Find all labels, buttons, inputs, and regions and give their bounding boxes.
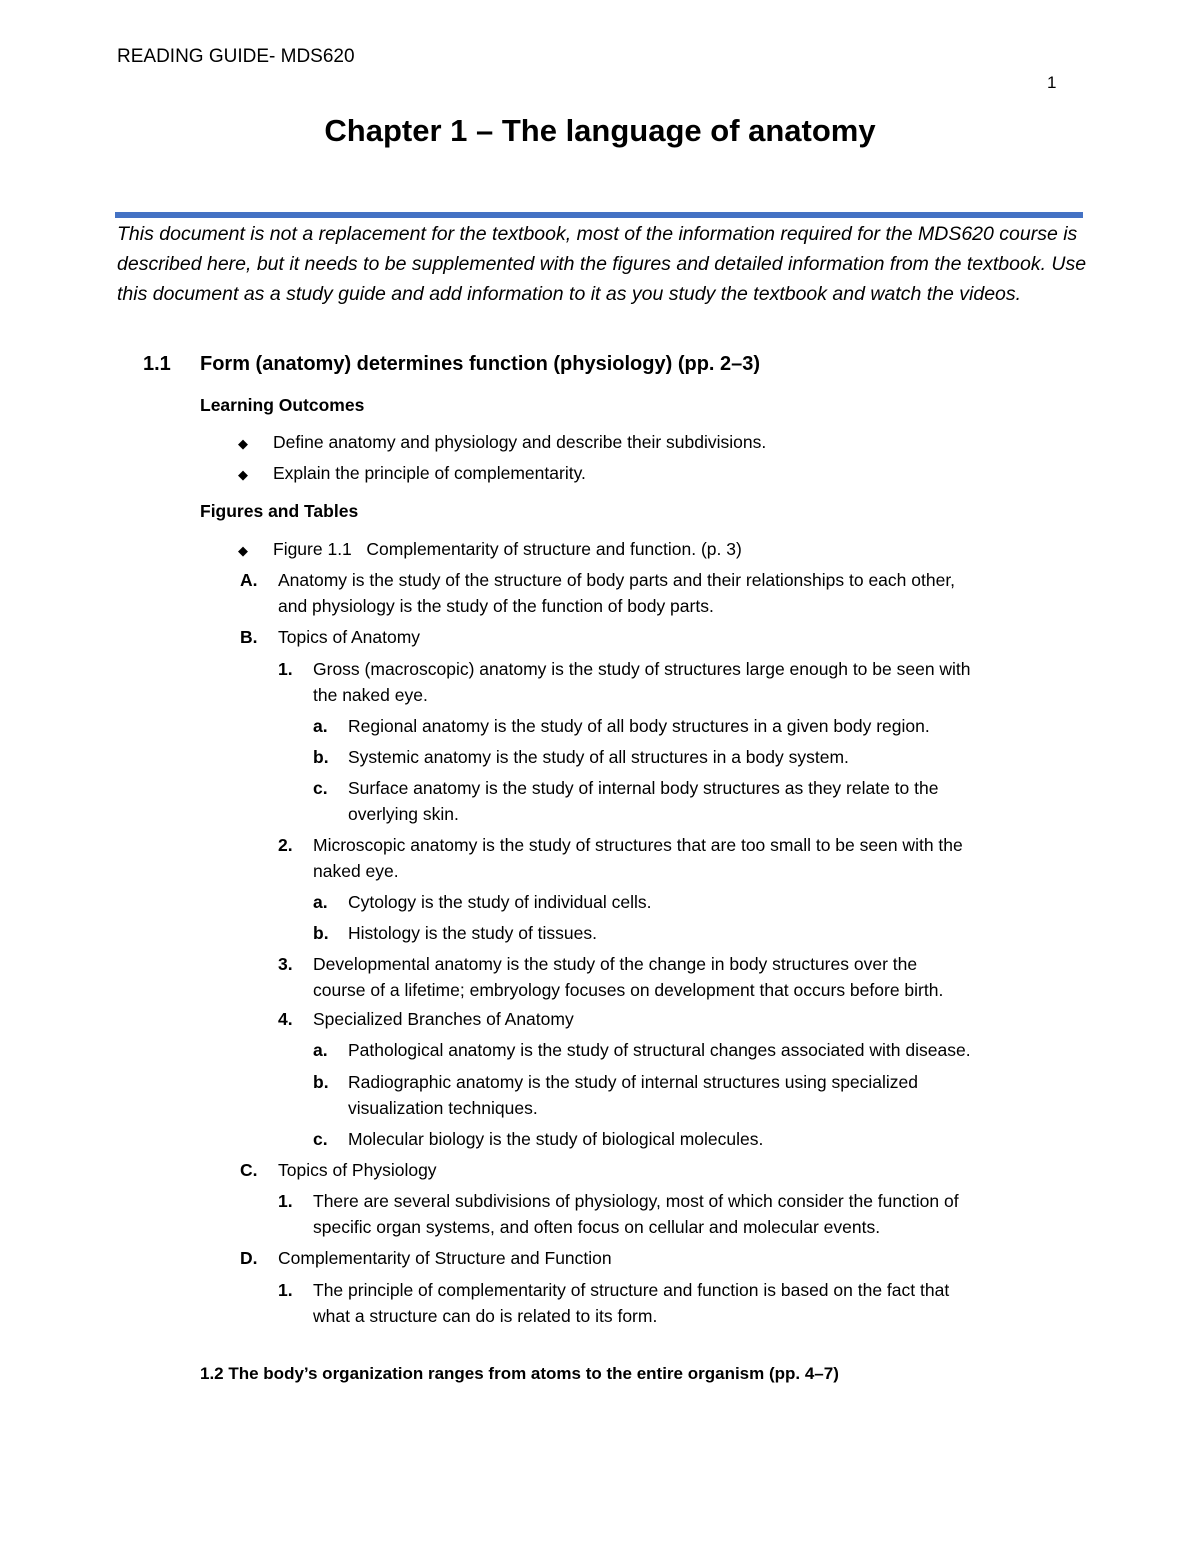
- outline-text: Topics of Anatomy: [278, 627, 421, 647]
- learning-outcome-text: Explain the principle of complementarity.: [273, 463, 586, 483]
- outline-text: Radiographic anatomy is the study of internal structures using specialized visualization techniques.: [348, 1072, 919, 1118]
- outline-text: There are several subdivisions of physiology, most of which consider the function of specific organ systems, and often focus on cellular and molecular events.: [313, 1191, 959, 1237]
- bullet-icon: ◆: [238, 436, 248, 451]
- outline-text: Anatomy is the study of the structure of body parts and their relationships to each other, and physiology is the study of the function of body parts.: [278, 570, 956, 616]
- outline-marker: a.: [313, 892, 328, 912]
- figure-reference: Figure 1.1 Complementarity of structure and function. (p. 3): [273, 539, 742, 559]
- outline-marker: b.: [313, 747, 329, 767]
- outline-marker: 4.: [278, 1009, 293, 1029]
- learning-outcome-text: Define anatomy and physiology and describe their subdivisions.: [273, 432, 767, 452]
- section-title: Form (anatomy) determines function (physiology) (pp. 2–3): [200, 353, 761, 375]
- intro-paragraph: This document is not a replacement for the textbook, most of the information required for the MDS620 course is described here, but it needs to be supplemented with the figures and detailed information from the textbook. Use this document as a study guide and add information to it as you study the textbook and watch the videos.: [117, 223, 1087, 305]
- outline-text: Gross (macroscopic) anatomy is the study of structures large enough to be seen with the naked eye.: [313, 659, 971, 705]
- outline-marker: 3.: [278, 954, 293, 974]
- outline-marker: 1.: [278, 1280, 293, 1300]
- outline-text: Regional anatomy is the study of all body structures in a given body region.: [348, 716, 930, 736]
- list-item: [238, 430, 248, 457]
- outline-text: Complementarity of Structure and Function: [278, 1248, 612, 1268]
- outline-marker: 1.: [278, 659, 293, 679]
- outline-marker: a.: [313, 1040, 328, 1060]
- outline-text: Molecular biology is the study of biological molecules.: [348, 1129, 764, 1149]
- outline-marker: a.: [313, 716, 328, 736]
- title-rule: [115, 212, 1083, 218]
- bullet-icon: ◆: [238, 543, 248, 558]
- outline-text: Surface anatomy is the study of internal body structures as they relate to the overlying skin.: [348, 778, 939, 824]
- list-item: [238, 537, 248, 564]
- outline-marker: c.: [313, 1129, 328, 1149]
- outline-marker: A.: [240, 570, 258, 590]
- outline-text: Histology is the study of tissues.: [348, 923, 597, 943]
- outline-marker: D.: [240, 1248, 258, 1268]
- section-number: 1.1: [143, 353, 171, 375]
- page-number: 1: [1047, 73, 1057, 92]
- outline-marker: b.: [313, 923, 329, 943]
- list-item: [238, 461, 248, 488]
- chapter-title: Chapter 1 – The language of anatomy: [324, 113, 876, 148]
- outline-marker: b.: [313, 1072, 329, 1092]
- outline-marker: 2.: [278, 835, 293, 855]
- outline-text: Systemic anatomy is the study of all structures in a body system.: [348, 747, 849, 767]
- outline-text: Specialized Branches of Anatomy: [313, 1009, 574, 1029]
- outline-marker: C.: [240, 1160, 258, 1180]
- outline-marker: B.: [240, 627, 258, 647]
- bullet-icon: ◆: [238, 467, 248, 482]
- section-heading-1-1: [143, 353, 761, 376]
- outline-text: Topics of Physiology: [278, 1160, 437, 1180]
- outline-text: Microscopic anatomy is the study of structures that are too small to be seen with the naked eye.: [313, 835, 963, 881]
- running-head: READING GUIDE- MDS620: [117, 46, 355, 67]
- outline-text: Developmental anatomy is the study of the change in body structures over the course of a lifetime; embryology focuses on development that occurs before birth.: [313, 954, 944, 1000]
- outline-marker: 1.: [278, 1191, 293, 1211]
- outline-text: Pathological anatomy is the study of structural changes associated with disease.: [348, 1040, 971, 1060]
- learning-outcomes-heading: Learning Outcomes: [200, 395, 365, 415]
- outline-text: Cytology is the study of individual cells.: [348, 892, 652, 912]
- section-heading-1-2: 1.2 The body’s organization ranges from atoms to the entire organism (pp. 4–7): [200, 1364, 839, 1383]
- outline-marker: c.: [313, 778, 328, 798]
- figures-heading: Figures and Tables: [200, 501, 359, 521]
- outline-text: The principle of complementarity of structure and function is based on the fact that what a structure can do is related to its form.: [313, 1280, 950, 1326]
